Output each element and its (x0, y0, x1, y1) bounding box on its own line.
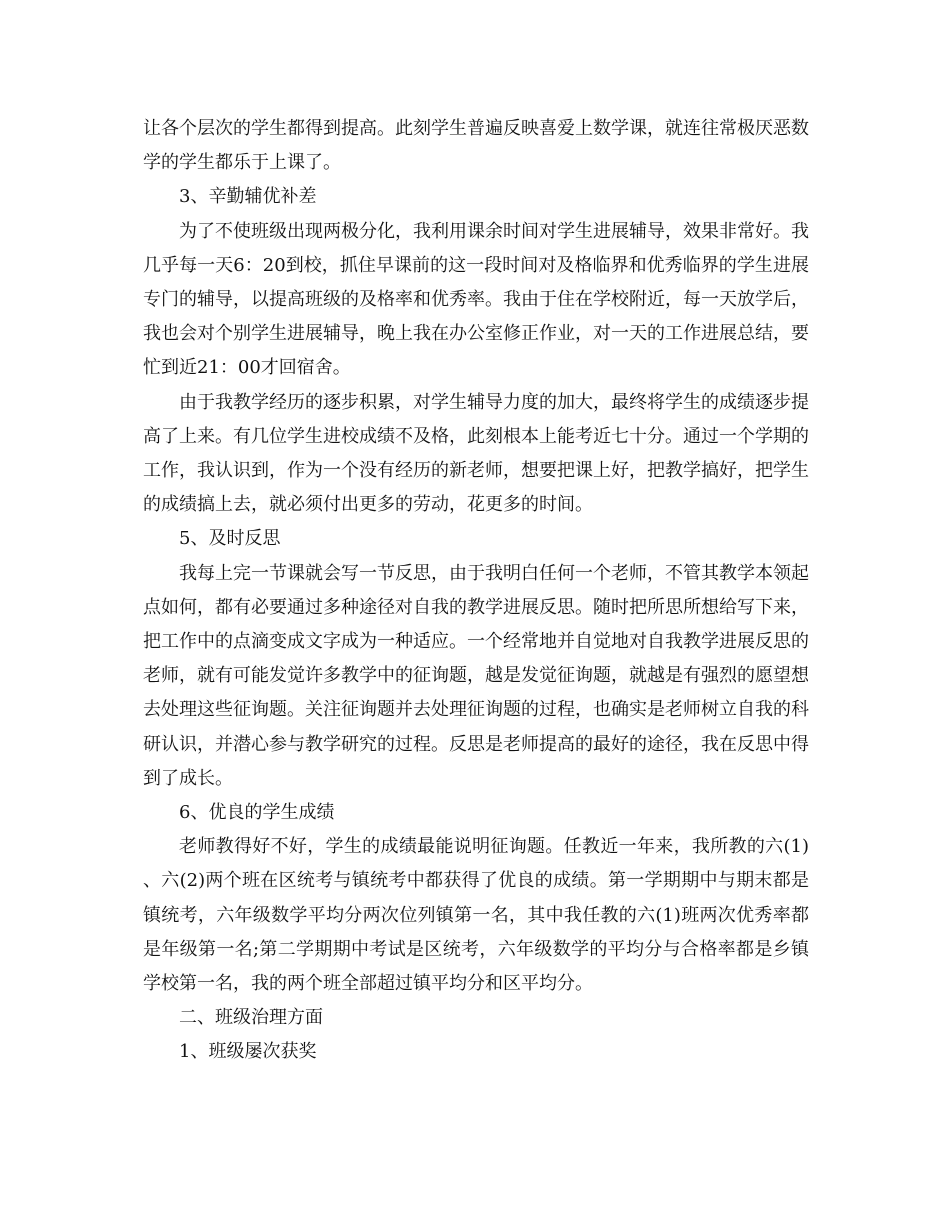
section-heading: 6、优良的学生成绩 (179, 802, 335, 824)
section-heading: 5、及时反思 (179, 528, 281, 550)
paragraph: 为了不使班级出现两极分化，我利用课余时间对学生进展辅导，效果非常好。我几乎每一天6：20到校，抓住早课前的这一段时间对及格临界和优秀临界的学生进展专门的辅导，以提高班级的及格率和优秀率。我由于住在学校附近，每一天放学后，我也会对个别学生进展辅导，晚上我在办公室修正作业，对一天的工作进展总结，要忙到近21：00才回宿舍。 (143, 220, 809, 379)
paragraph: 老师教得好不好，学生的成绩最能说明征询题。任教近一年来，我所教的六(1)、六(2)两个班在区统考与镇统考中都获得了优良的成绩。第一学期期中与期末都是镇统考，六年级数学平均分两次位列镇第一名，其中我任教的六(1)班两次优秀率都是年级第一名;第二学期期中考试是区统考，六年级数学的平均分与合格率都是乡镇学校第一名，我的两个班全部超过镇平均分和区平均分。 (143, 836, 809, 995)
document-body (143, 112, 809, 1070)
section-heading: 1、班级屡次获奖 (179, 1041, 317, 1063)
paragraph: 由于我教学经历的逐步积累，对学生辅导力度的加大，最终将学生的成绩逐步提高了上来。有几位学生进校成绩不及格，此刻根本上能考近七十分。通过一个学期的工作，我认识到，作为一个没有经历的新老师，想要把课上好，把教学搞好，把学生的成绩搞上去，就必须付出更多的劳动，花更多的时间。 (143, 391, 809, 516)
paragraph-continuation: 让各个层次的学生都得到提高。此刻学生普遍反映喜爱上数学课，就连往常极厌恶数学的学生都乐于上课了。 (143, 118, 809, 174)
chapter-heading: 二、班级治理方面 (179, 1007, 323, 1029)
paragraph: 我每上完一节课就会写一节反思，由于我明白任何一个老师，不管其教学本领起点如何，都有必要通过多种途径对自我的教学进展反思。随时把所思所想给写下来，把工作中的点滴变成文字成为一种适应。一个经常地并自觉地对自我教学进展反思的老师，就有可能发觉许多教学中的征询题，越是发觉征询题，就越是有强烈的愿望想去处理这些征询题。关注征询题并去处理征询题的过程，也确实是老师树立自我的科研认识，并潜心参与教学研究的过程。反思是老师提高的最好的途径，我在反思中得到了成长。 (143, 562, 809, 789)
section-heading: 3、辛勤辅优补差 (179, 186, 317, 208)
